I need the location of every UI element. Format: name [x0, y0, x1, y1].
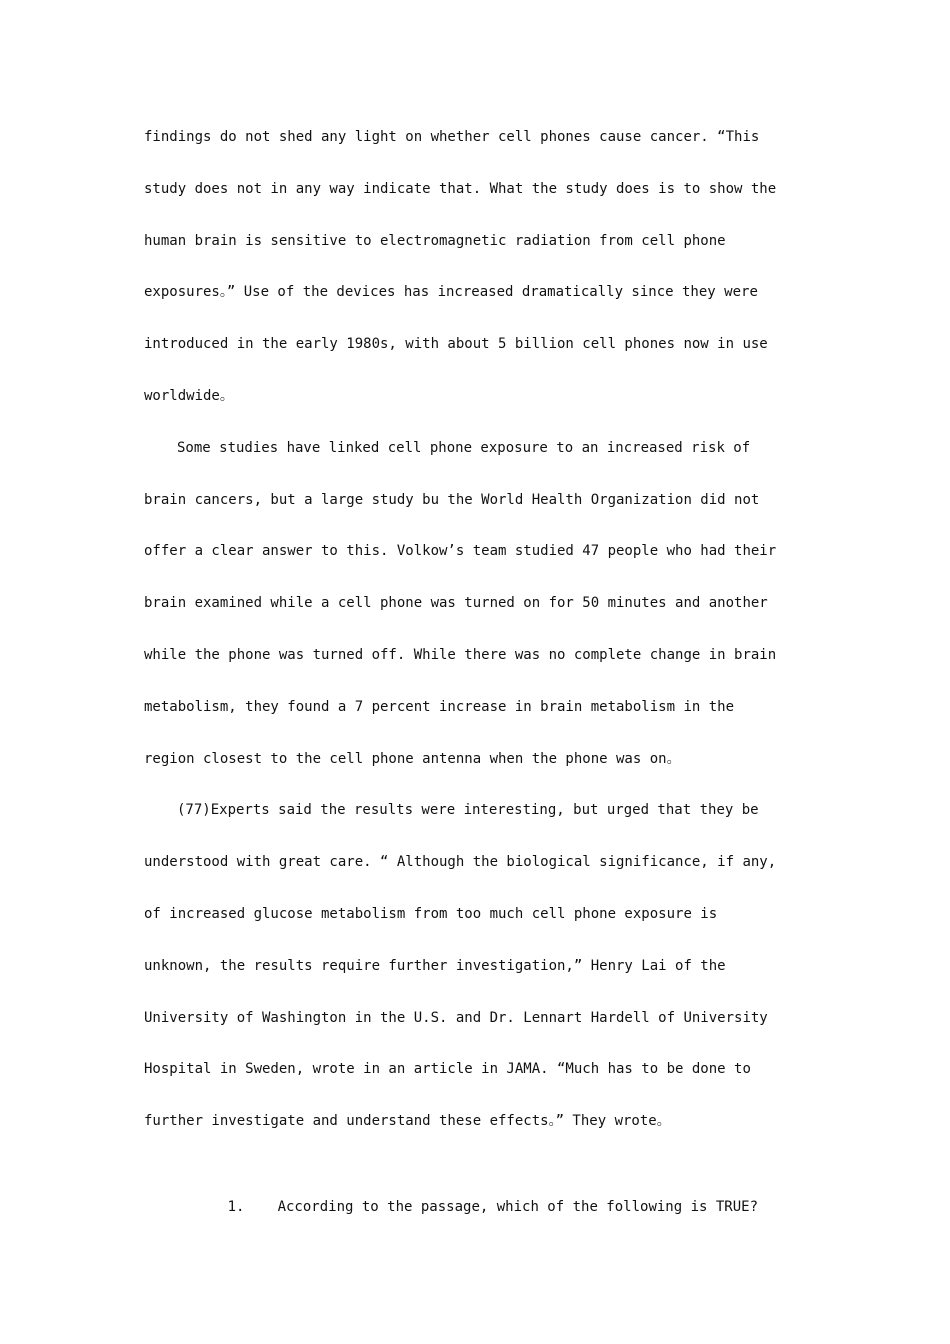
question-text: According to the passage, which of the following is TRUE? — [277, 1198, 759, 1215]
paragraph-2 — [144, 431, 794, 794]
text-line: human brain is sensitive to electromagnetic radiation from cell phone — [144, 232, 726, 249]
text-line: worldwide。 — [144, 387, 234, 404]
text-line: brain examined while a cell phone was turned on for 50 minutes and another — [144, 595, 768, 612]
text-line: while the phone was turned off. While there was no complete change in brain — [144, 646, 777, 663]
text-line: Some studies have linked cell phone exposure to an increased risk of — [177, 439, 751, 456]
text-line: unknown, the results require further investigation,” Henry Lai of the — [144, 957, 726, 974]
text-line: University of Washington in the U.S. and Dr. Lennart Hardell of University — [144, 1009, 768, 1026]
question-number: 1. — [227, 1198, 245, 1215]
text-line: exposures。” Use of the devices has increased dramatically since they were — [144, 284, 758, 301]
text-line: understood with great care. “ Although the biological significance, if any, — [144, 854, 777, 871]
text-line: introduced in the early 1980s, with about 5 billion cell phones now in use — [144, 336, 768, 353]
text-line: Hospital in Sweden, wrote in an article in JAMA. “Much has to be done to — [144, 1061, 751, 1078]
text-line: of increased glucose metabolism from too much cell phone exposure is — [144, 905, 718, 922]
text-line: region closest to the cell phone antenna when the phone was on。 — [144, 750, 681, 767]
paragraph-3 — [144, 793, 794, 1156]
text-line: metabolism, they found a 7 percent increase in brain metabolism in the — [144, 698, 735, 715]
paragraph-1 — [144, 120, 794, 431]
question-1 — [144, 1156, 794, 1215]
text-line: further investigate and understand these effects。” They wrote。 — [144, 1113, 671, 1130]
text-line: study does not in any way indicate that. What the study does is to show the — [144, 180, 777, 197]
text-line: findings do not shed any light on whether cell phones cause cancer. “This — [144, 129, 760, 145]
text-line: offer a clear answer to this. Volkow’s team studied 47 people who had their — [144, 543, 777, 560]
passage-text — [144, 120, 794, 1215]
text-line: brain cancers, but a large study bu the World Health Organization did not — [144, 491, 760, 508]
text-line: (77)Experts said the results were interesting, but urged that they be — [177, 802, 759, 819]
